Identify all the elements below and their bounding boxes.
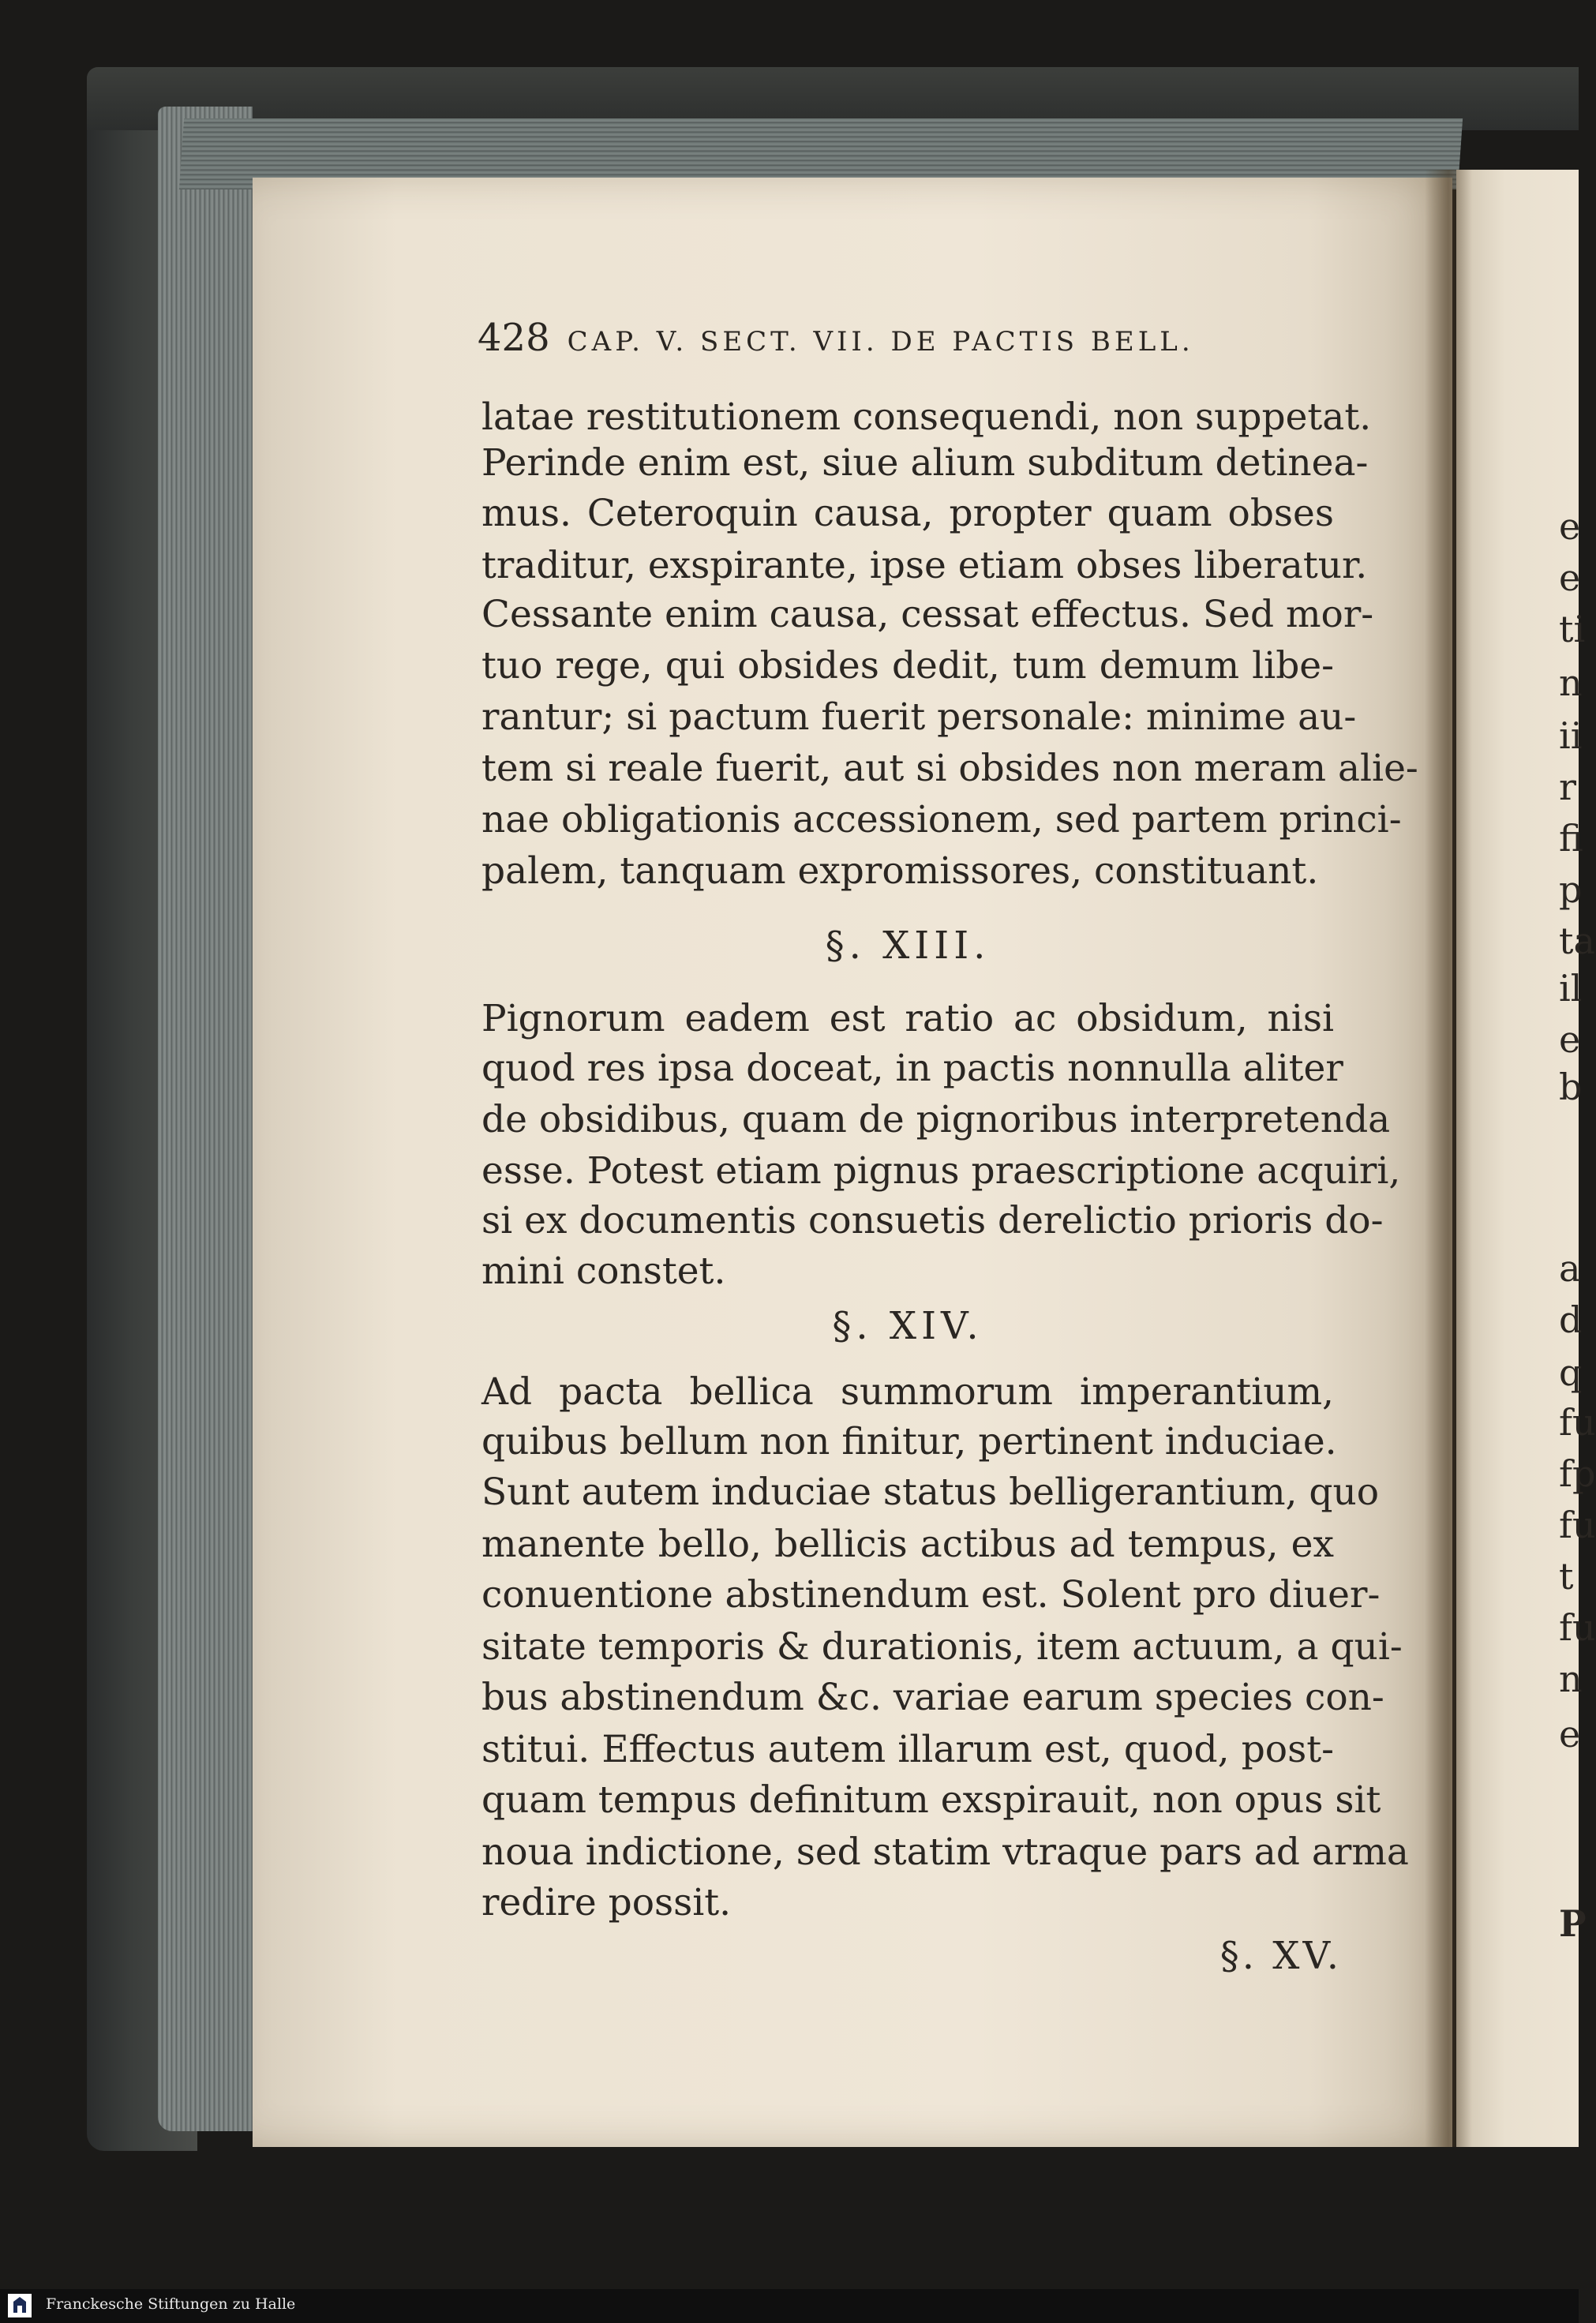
catchword: §. XV.: [1219, 1934, 1342, 1978]
text-line: quod res ipsa doceat, in pactis nonnulla aliter: [481, 1047, 1343, 1090]
facing-fragment: ii: [1559, 714, 1583, 757]
facing-fragment: n: [1559, 661, 1583, 704]
facing-fragment: e: [1559, 1018, 1581, 1061]
text-line: quibus bellum non finitur, pertinent induciae.: [481, 1420, 1337, 1463]
text-line: traditur, exspirante, ipse etiam obses liberatur.: [481, 544, 1368, 587]
text-line: mini constet.: [481, 1250, 726, 1293]
text-line: Perinde enim est, siue alium subditum detinea-: [481, 441, 1369, 485]
text-line: conuentione abstinendum est. Solent pro diuer-: [481, 1573, 1381, 1617]
text-line: latae restitutionem consequendi, non suppetat.: [481, 395, 1372, 439]
text-line: manente bello, bellicis actibus ad tempus, ex: [481, 1523, 1334, 1566]
text-line: si ex documentis consuetis derelictio prioris do-: [481, 1199, 1384, 1242]
text-line: nae obligationis accessionem, sed partem princi-: [481, 798, 1402, 841]
text-line: esse. Potest etiam pignus praescriptione acquiri,: [481, 1149, 1401, 1193]
running-head-title: CAP. V. SECT. VII. DE PACTIS BELL.: [567, 326, 1194, 358]
facing-fragment: b: [1559, 1066, 1583, 1108]
facing-fragment: p: [1559, 868, 1583, 911]
facing-fragment: t: [1559, 1555, 1574, 1598]
facing-fragment: fu: [1559, 1606, 1596, 1649]
facing-fragment: fi: [1559, 817, 1583, 860]
text-line: mus. Ceteroquin causa, propter quam obses: [481, 492, 1334, 535]
text-line: Sunt autem induciae status belligerantium, quo: [481, 1471, 1380, 1514]
text-line: rantur; si pactum fuerit personale: minime au-: [481, 695, 1357, 739]
footer-institution: Franckesche Stiftungen zu Halle: [46, 2295, 296, 2313]
facing-fragment: e: [1559, 556, 1581, 599]
text-line: quam tempus definitum exspirauit, non opus sit: [481, 1778, 1381, 1822]
page-number: 428: [478, 316, 550, 360]
facing-fragment: a: [1559, 1247, 1581, 1290]
text-line: stitui. Effectus autem illarum est, quod, post-: [481, 1728, 1334, 1771]
gutter: [1425, 170, 1472, 2147]
text-line: Ad pacta bellica summorum imperantium,: [481, 1370, 1334, 1414]
text-line: Cessante enim causa, cessat effectus. Sed mor-: [481, 593, 1374, 636]
facing-fragment: ti: [1559, 608, 1586, 650]
facing-fragment: n: [1559, 1658, 1583, 1700]
text-line: tuo rege, qui obsides dedit, tum demum libe-: [481, 644, 1334, 688]
text-line: tem si reale fuerit, aut si obsides non meram alie-: [481, 747, 1418, 790]
facing-fragment: d: [1559, 1298, 1583, 1341]
facing-fragment: e: [1559, 1713, 1581, 1755]
facing-fragment: fu: [1559, 1504, 1596, 1546]
text-line: redire possit.: [481, 1881, 732, 1924]
text-line: noua indictione, sed statim vtraque pars ad arma: [481, 1830, 1409, 1874]
facing-fragment: fp: [1559, 1452, 1596, 1495]
institution-logo-icon: [8, 2294, 32, 2317]
facing-fragment: q: [1559, 1351, 1583, 1394]
section-heading: §. XIV.: [832, 1304, 983, 1348]
facing-fragment: e: [1559, 505, 1581, 548]
page-edges: [158, 107, 253, 2131]
facing-fragment: r: [1559, 766, 1576, 808]
text-line: Pignorum eadem est ratio ac obsidum, nisi: [481, 997, 1334, 1040]
text-line: de obsidibus, quam de pignoribus interpretenda: [481, 1098, 1391, 1141]
facing-fragment: fu: [1559, 1401, 1596, 1444]
facing-fragment: il: [1559, 967, 1583, 1010]
text-line: sitate temporis & durationis, item actuum, a qui-: [481, 1625, 1403, 1669]
text-line: palem, tanquam expromissores, constituant.: [481, 849, 1319, 893]
text-line: bus abstinendum &c. variae earum species con-: [481, 1676, 1384, 1719]
section-heading: §. XIII.: [825, 924, 991, 968]
facing-fragment: ta: [1559, 920, 1595, 962]
right-page: [1456, 170, 1579, 2147]
running-head: [478, 316, 1330, 363]
facing-catchword: P: [1559, 1902, 1587, 1945]
